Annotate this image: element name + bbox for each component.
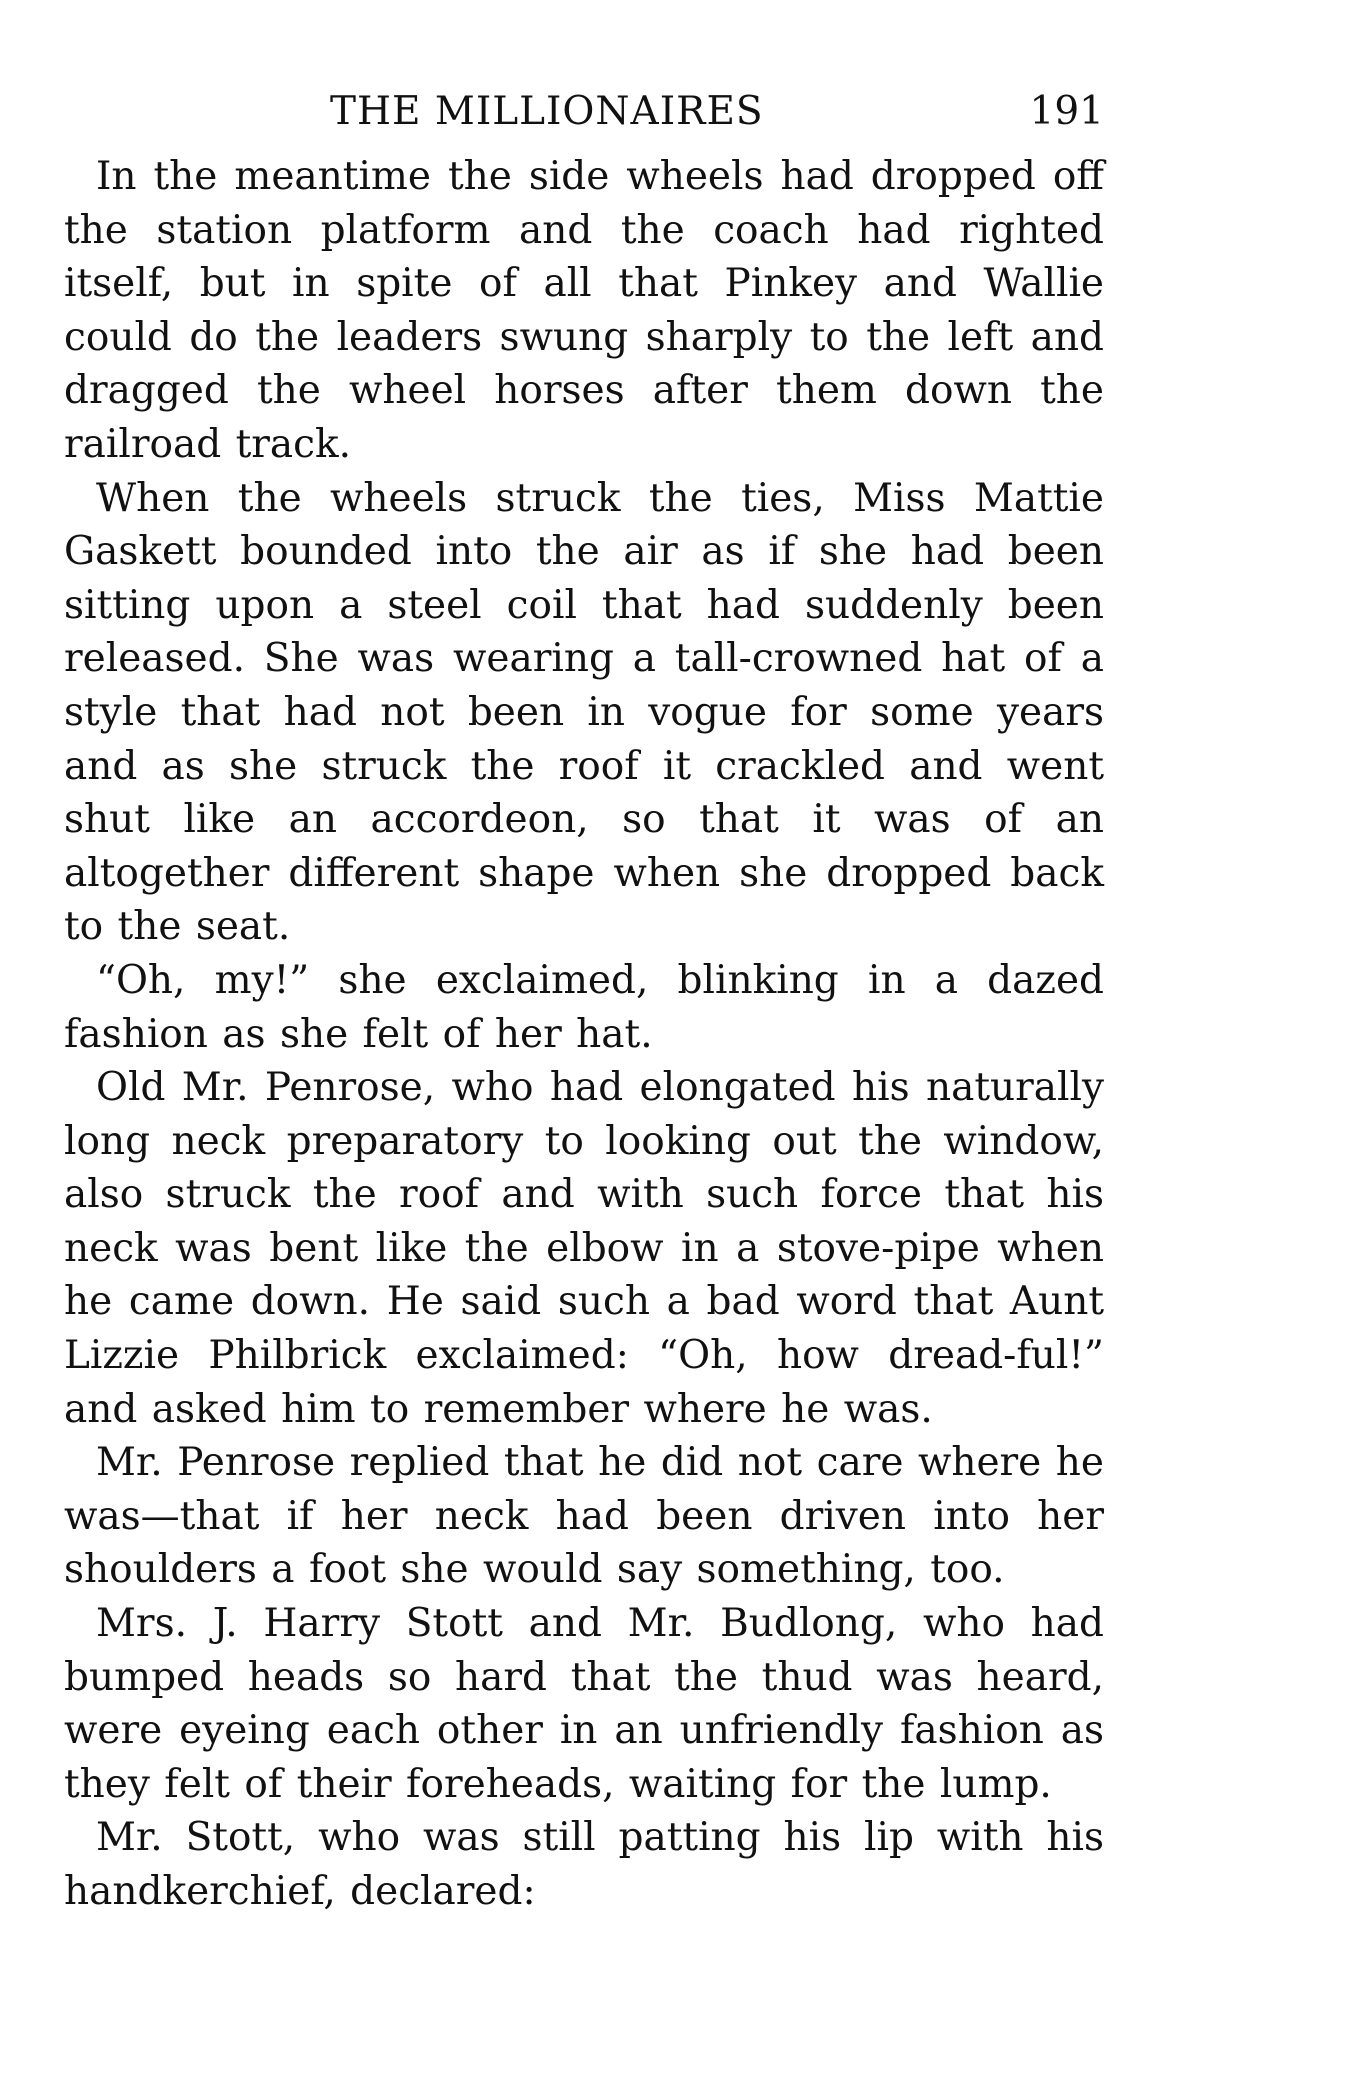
body-text — [64, 150, 1104, 1919]
paragraph: Old Mr. Penrose, who had elongated his naturally long neck preparatory to looking out the window, also struck the roof and with such force that his neck was bent like the elbow in a stove-pipe when he came down. He said such a bad word that Aunt Lizzie Philbrick exclaimed: “Oh, how dread-ful!” and asked him to remember where he was. — [64, 1065, 1104, 1432]
running-head: THE MILLIONAIRES — [330, 89, 764, 134]
paragraph: Mrs. J. Harry Stott and Mr. Budlong, who had bumped heads so hard that the thud was heard, were eyeing each other in an unfriendly fashion as they felt of their foreheads, waiting for the lump. — [64, 1601, 1104, 1807]
paragraph: Mr. Stott, who was still patting his lip with his handkerchief, declared: — [64, 1815, 1104, 1914]
page-header — [64, 89, 1104, 150]
paragraph: Mr. Penrose replied that he did not care where he was—that if her neck had been driven into her shoulders a foot she would say something, too. — [64, 1440, 1104, 1593]
book-page — [64, 89, 1104, 1919]
paragraph: “Oh, my!” she exclaimed, blinking in a dazed fashion as she felt of her hat. — [64, 957, 1104, 1057]
paragraph: In the meantime the side wheels had dropped off the station platform and the coach had righted itself, but in spite of all that Pinkey and Wallie could do the leaders swung sharply to the left and dragged the wheel horses after them down the railroad track. — [64, 154, 1104, 467]
page-number: 191 — [1029, 89, 1104, 134]
paragraph: When the wheels struck the ties, Miss Mattie Gaskett bounded into the air as if she had been sitting upon a steel coil that had suddenly been released. She was wearing a tall-crowned hat of a style that had not been in vogue for some years and as she struck the roof it crackled and went shut like an accordeon, so that it was of an altogether different shape when she dropped back to the seat. — [64, 475, 1104, 950]
